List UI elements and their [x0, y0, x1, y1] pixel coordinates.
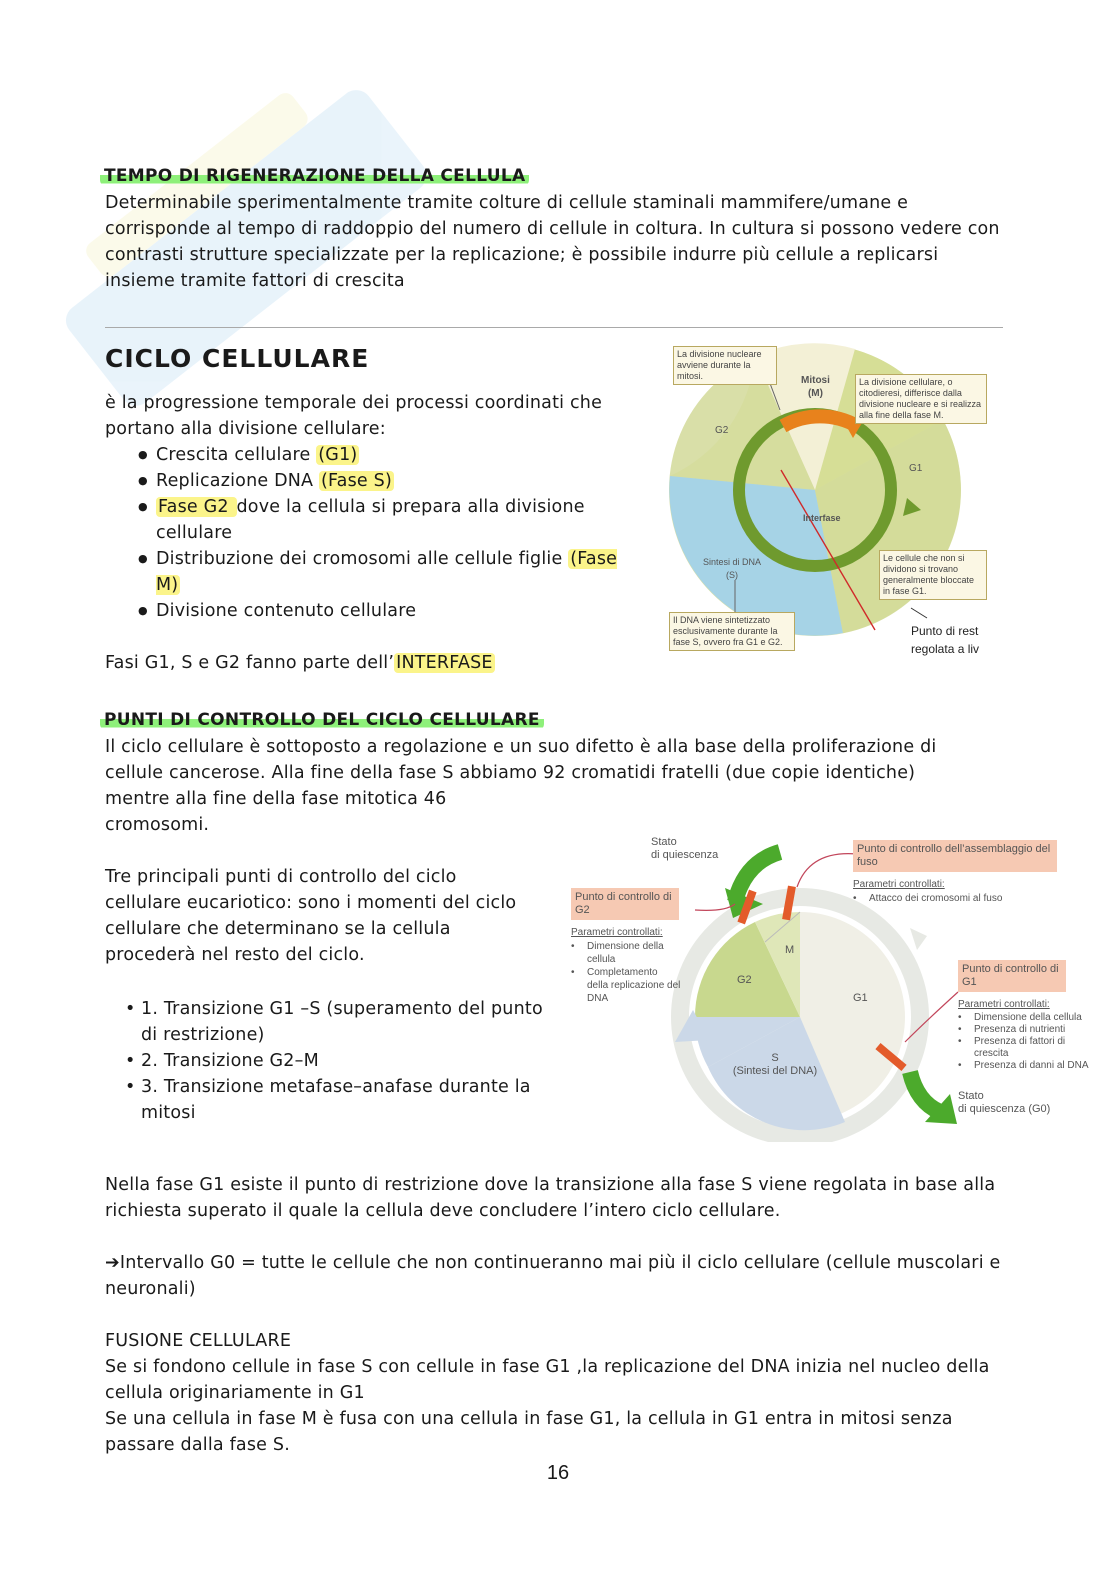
g2-params: Parametri controllati: [571, 927, 663, 938]
list-item: ● Divisione contenuto cellulare [138, 598, 638, 624]
punti-list [125, 996, 545, 1126]
list-item: • Dimensione della cellula [571, 940, 681, 966]
punti-title: PUNTI DI CONTROLLO DEL CICLO CELLULARE [100, 710, 544, 730]
cell-cycle-diagram [665, 340, 990, 660]
label-mitosi: Mitosi (M) [801, 375, 830, 399]
list-item: • Presenza di nutrienti [958, 1024, 1094, 1036]
label-stato-quiescenza-top: Stato di quiescenza [651, 836, 719, 861]
label-s: S (Sintesi del DNA) [732, 1052, 818, 1077]
list-item: ● Crescita cellulare (G1) [138, 442, 638, 468]
label-stato-quiescenza-g0: Stato di quiescenza (G0) [958, 1090, 1051, 1115]
list-item: ● Replicazione DNA (Fase S) [138, 468, 638, 494]
punti-p1: Il ciclo cellulare è sottoposto a regolazione e un suo difetto è alla base della proliferazione di cellule cancerose. Alla fine della fase S abbiamo 92 cromatidi fratelli (due copie identiche) mentre alla fine della fase mitotica 46 [105, 737, 937, 809]
list-item: • 2. Transizione G2–M [125, 1048, 545, 1074]
ciclo-intro: è la progressione temporale dei processi coordinati che portano alla divisione cellulare: [105, 393, 603, 439]
list-item: ● Distribuzione dei cromosomi alle cellule figlie (Fase M) [138, 546, 638, 598]
interfase-line: Fasi G1, S e G2 fanno parte dell’ INTERFASE [105, 653, 493, 673]
list-item: • Completamento della replicazione del DNA [571, 966, 681, 1005]
note-punto-restrizione: Punto di rest regolata a liv [911, 624, 980, 656]
assembly-params: Parametri controllati: [853, 879, 945, 890]
list-item: • Presenza di fattori di crescita [958, 1036, 1094, 1060]
callout-assemblaggio: Punto di controllo dell’assemblaggio del fuso [853, 840, 1057, 872]
list-item: • Attacco dei cromosomi al fuso [853, 892, 1002, 905]
g2-items [571, 940, 681, 1005]
list-item: • Presenza di danni al DNA [958, 1060, 1094, 1072]
label-sintesi: Sintesi di DNA (S) [703, 557, 762, 580]
callout-dna: Il DNA viene sintetizzato esclusivamente durante la fase S, ovvero fra G1 e G2. [669, 612, 795, 651]
regen-title: TEMPO DI RIGENERAZIONE DELLA CELLULA [100, 166, 529, 186]
label-g1-sector: G1 [853, 992, 868, 1004]
fusion-p1: Se si fondono cellule in fase S con cellule in fase G1 ,la replicazione del DNA inizia nel nucleo della cellula originariamente in G1 [105, 1357, 990, 1403]
paragraph-g0: ➔Intervallo G0 = tutte le cellule che non continueranno mai più il ciclo cellulare (cellule muscolari e neuronali) [105, 1253, 1001, 1299]
label-g1: G1 [909, 463, 923, 474]
label-g2: G2 [715, 425, 729, 436]
punti-p2: Tre principali punti di controllo del ciclo cellulare eucariotico: sono i momenti del ciclo cellulare che determinano se la cellula procederà nel resto del ciclo. [105, 867, 517, 965]
callout-g2: Punto di controllo di G2 [571, 888, 679, 920]
g1-params: Parametri controllati: [958, 999, 1050, 1010]
fusion-title: FUSIONE CELLULARE [105, 1331, 292, 1351]
callout-g1: Punto di controllo di G1 [958, 960, 1066, 992]
list-item: ● Fase G2 dove la cellula si prepara alla divisione cellulare [138, 494, 638, 546]
label-interfase: Interfase [803, 513, 841, 523]
label-g2-sector: G2 [737, 974, 752, 986]
g1-items [958, 1012, 1094, 1072]
callout-mitosi: La divisione nucleare avviene durante la mitosi. [673, 346, 777, 385]
callout-citodieresi: La divisione cellulare, o citodieresi, differisce dalla divisione nucleare e si realizza alla fine della fase M. [855, 374, 987, 424]
paragraph-g1: Nella fase G1 esiste il punto di restrizione dove la transizione alla fase S viene regolata in base alla richiesta superato il quale la cellula deve concludere l’intero ciclo cellulare. [105, 1175, 996, 1221]
label-m: M [785, 944, 795, 956]
list-item: • 3. Transizione metafase–anafase durante la mitosi [125, 1074, 545, 1126]
section-divider [105, 327, 1003, 328]
assembly-items [853, 892, 1002, 905]
checkpoint-diagram [565, 832, 1095, 1142]
ciclo-list [138, 442, 638, 624]
callout-g1-block: Le cellule che non si dividono si trovano generalmente bloccate in fase G1. [879, 550, 987, 600]
ciclo-title: CICLO CELLULARE [105, 344, 370, 373]
list-item: • Dimensione della cellula [958, 1012, 1094, 1024]
fusion-p2: Se una cellula in fase M è fusa con una cellula in fase G1, la cellula in G1 entra in mitosi senza passare dalla fase S. [105, 1409, 953, 1455]
regen-body: Determinabile sperimentalmente tramite colture di cellule staminali mammifere/umane e corrisponde al tempo di raddoppio del numero di cellule in coltura. In cultura si possono vedere con contrasti strutture specializzate per la replicazione; è possibile indurre più cellule a replicarsi insieme tramite fattori di crescita [105, 193, 1000, 291]
page-number: 16 [546, 1462, 570, 1484]
list-item: • 1. Transizione G1 –S (superamento del punto di restrizione) [125, 996, 545, 1048]
punti-p1b: cromosomi. [105, 815, 210, 835]
